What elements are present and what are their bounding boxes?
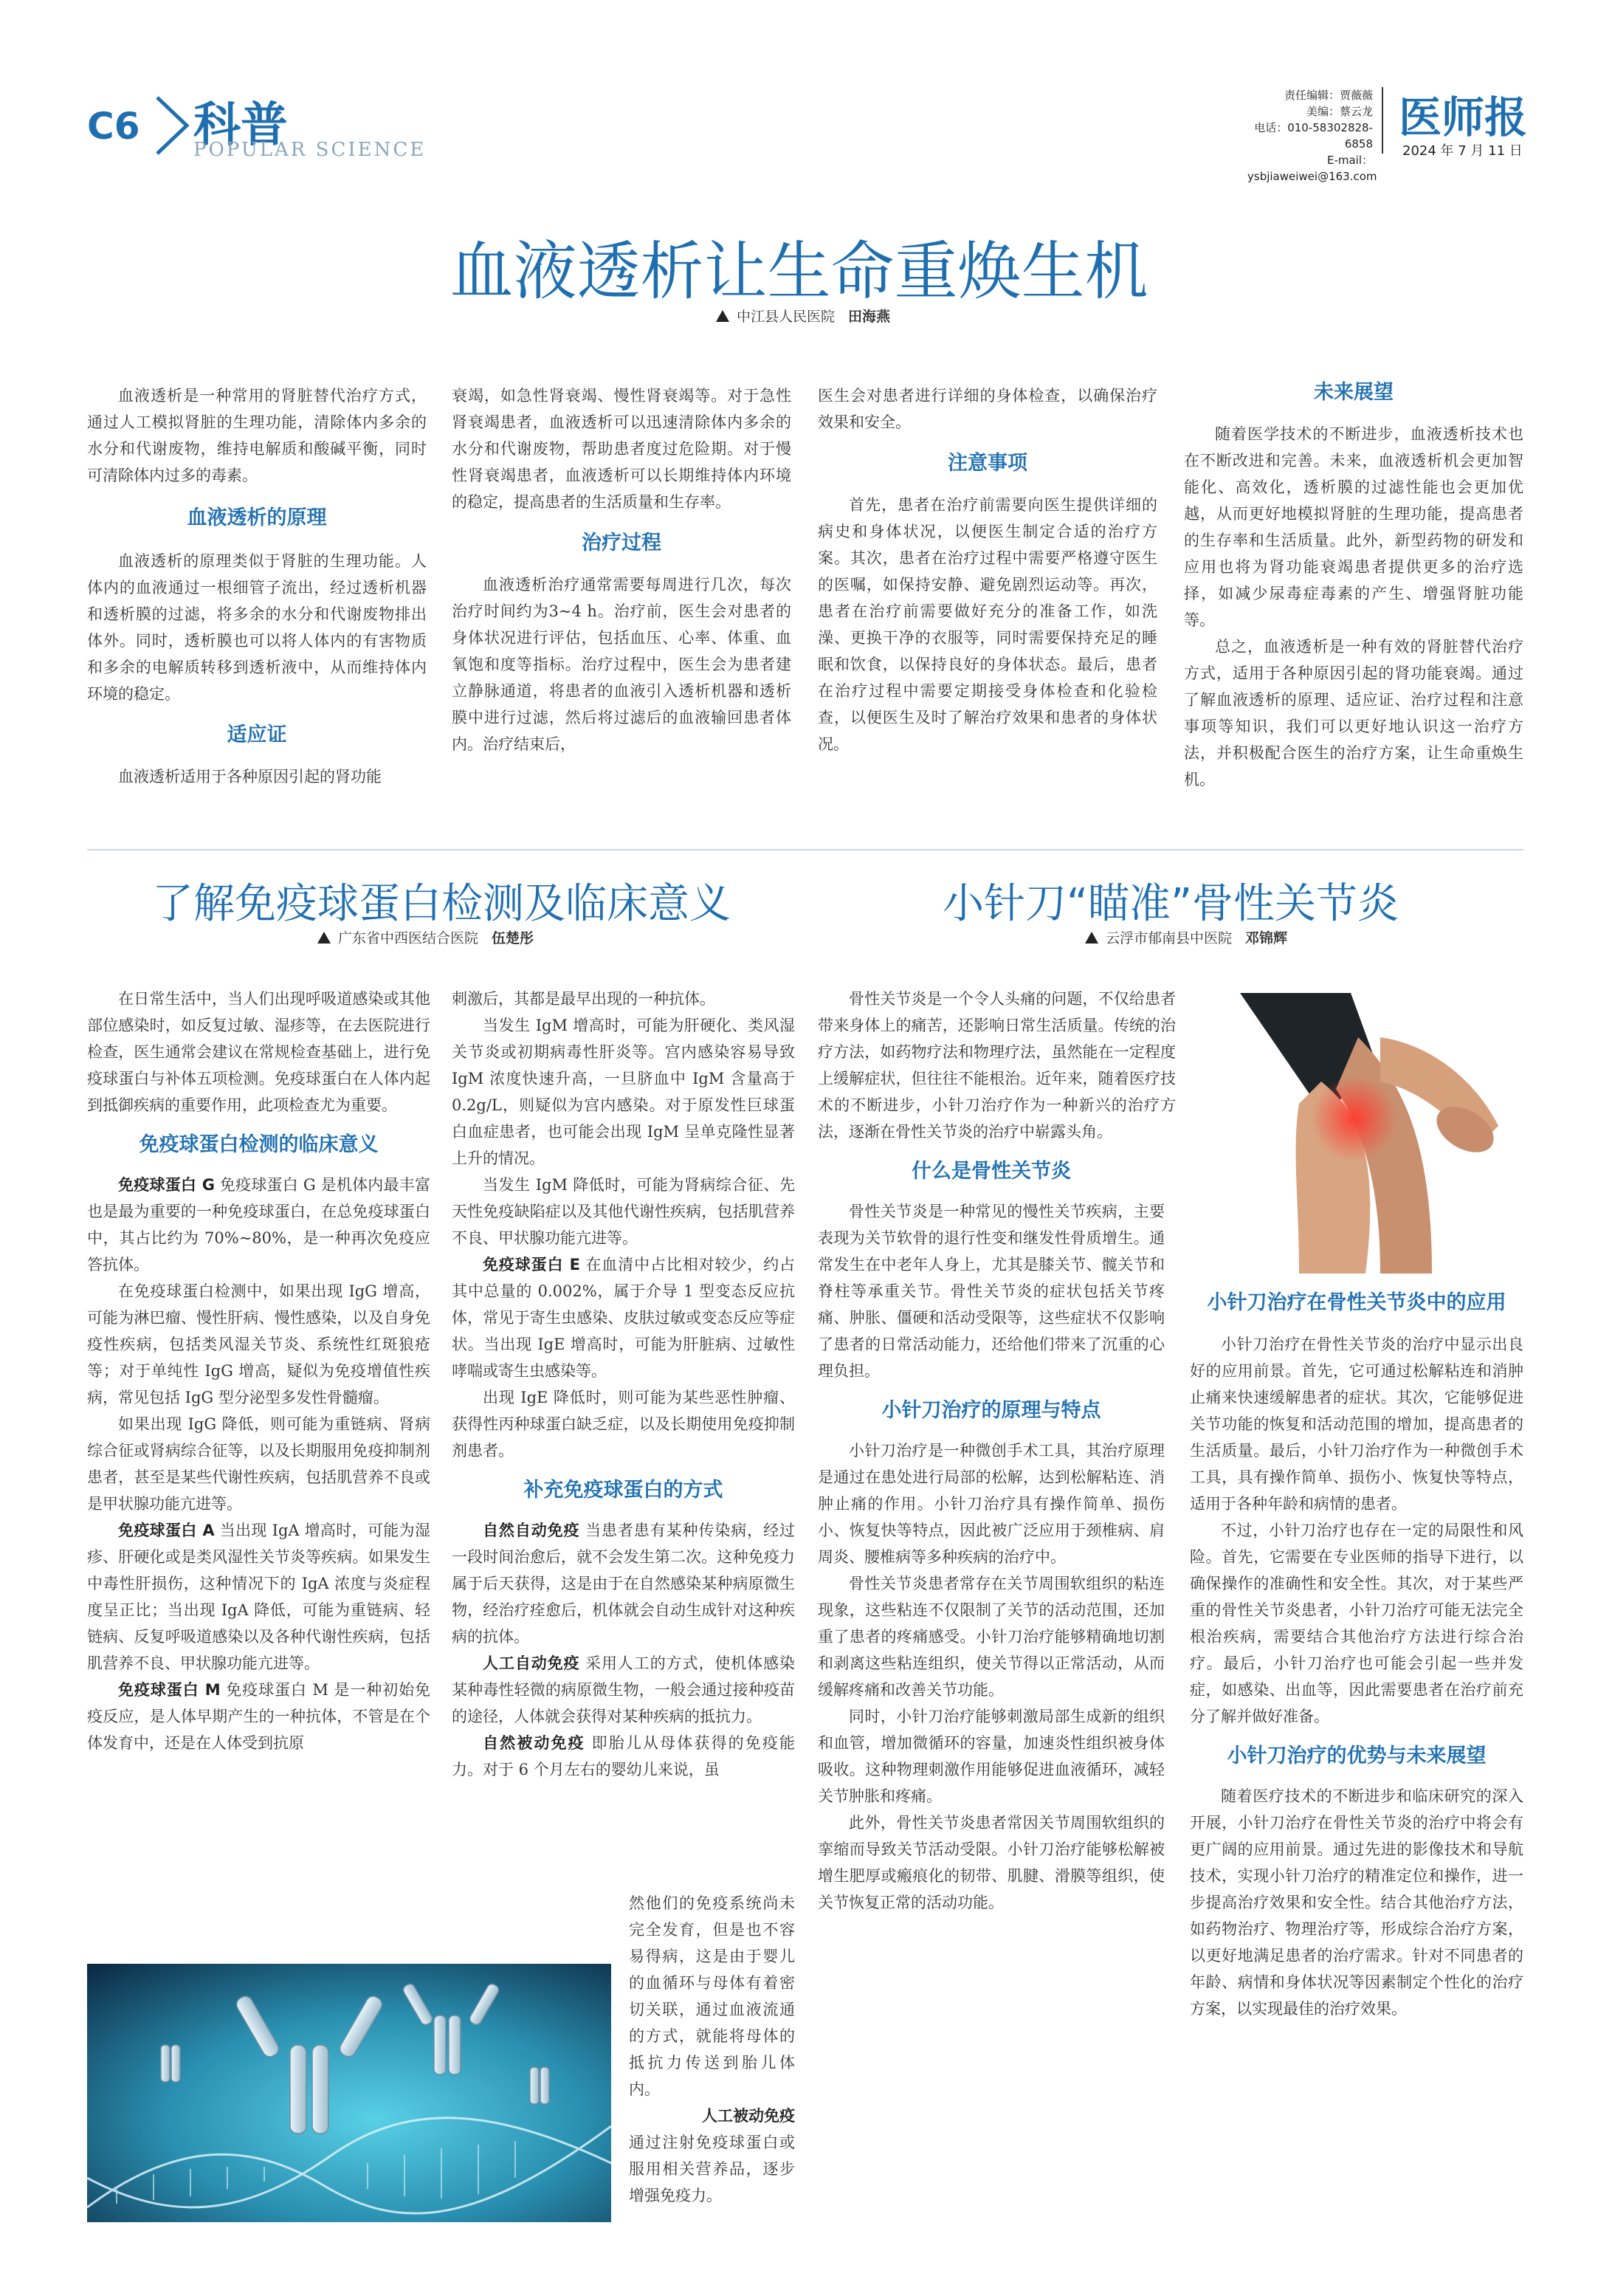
triangle-icon — [317, 932, 331, 944]
antibody-dna-image — [87, 1964, 611, 2222]
article2-title: 了解免疫球蛋白检测及临床意义 — [152, 880, 731, 928]
paper-logo: 医师报 — [1399, 92, 1528, 142]
article2-col2: 刺激后，其都是最早出现的一种抗体。 当发生 IgM 增高时，可能为肝硬化、类风湿关节炎或初期病毒性肝炎等。宫内感染容易导致 IgM 浓度快速升高，一旦脐血中 IgM 含量高于 0.2g/L，则疑似为宫内感染。对于原发性巨球蛋白血症患者，也可能会出现 IgM 呈单克隆性显著上升的情况。 当发生 IgM 降低时，可能为肾病综合征、先天性免疫缺陷症以及其他代谢性疾病，包括肌营养不良、甲状腺功能亢进等。 免疫球蛋白 E 在血清中占比相对较少，约占其中总量的 0.002%，属于介导 1 型变态反应抗体，常见于寄生虫感染、皮肤过敏或变态反应等症状。当出现 IgE 增高时，可能为肝脏病、过敏性哮喘或寄生虫感染等。 出现 IgE 降低时，则可能为某些恶性肿瘤、获得性丙种球蛋白缺乏症，以及长期使用免疫抑制剂患者。 补充免疫球蛋白的方式 自然自动免疫 当患者患有某种传染病，经过一段时间治愈后，就不会发生第二次。这种免疫力属于后天获得，这是由于在自然感染某种病原微生物，经治疗痊愈后，机体就会自动生成针对这种疾病的抗体。 人工自动免疫 采用人工的方式，使机体感染某种毒性轻微的病原微生物，一般会通过接种疫苗的途径，人体就会获得对某种疾病的抵抗力。 自然被动免疫 即胎儿从母体获得的免疫能力。对于 6 个月左右的婴幼儿来说，虽 — [452, 990, 796, 1778]
triangle-icon — [1085, 932, 1098, 944]
masthead-divider — [1382, 87, 1383, 154]
article3-byline: 云浮市郁南县中医院 邓锦辉 — [1085, 927, 1287, 947]
heading-what-is: 什么是骨性关节炎 — [912, 1160, 1071, 1183]
phone-line: 电话：010-58302828-6858 — [1254, 121, 1373, 151]
triangle-icon — [716, 310, 729, 322]
masthead-contact — [1247, 87, 1377, 185]
article2-col2b: 然他们的免疫系统尚未完全发育，但是也不容易得病，这是由于婴儿的血循环与母体有着密切关联，通过血液流通的方式，就能将母体的抵抗力传送到胎儿体内。 人工被动免疫 通过注射免疫球蛋白或服用相关营养品，逐步增强免疫力。 — [629, 1894, 795, 2204]
article1-col3: 医生会对患者进行详细的身体检查，以确保治疗效果和安全。 注意事项 首先，患者在治疗前需要向医生提供详细的病史和身体状况，以便医生制定合适的治疗方案。其次，患者在治疗过程中需要严格遵守医生的医嘱，如保持安静、避免剧烈运动等。再次，患者在治疗前需要做好充分的准备工作，如洗澡、更换干净的衣服等，同时需要保持充足的睡眠和饮食，以保持良好的身体状态。最后，患者在治疗过程中需要定期接受身体检查和化验检查，以便医生及时了解治疗效果和患者的身体状况。 — [818, 387, 1157, 753]
page-number: C6 — [87, 105, 140, 148]
article3-col1: 骨性关节炎是一个令人头痛的问题，不仅给患者带来身体上的痛苦，还影响日常生活质量。传统的治疗方法，如药物疗法和物理疗法，虽然能在一定程度上缓解症状，但往往不能根治。近年来，随着医疗技术的不断进步，小针刀治疗作为一种新兴的治疗方法，逐渐在骨性关节炎的治疗中崭露头角。 什么是骨性关节炎 骨性关节炎是一种常见的慢性关节疾病，主要表现为关节软骨的退行性变和继发性骨质增生。通常发生在中老年人身上，尤其是膝关节、髋关节和脊柱等承重关节。骨性关节炎的症状包括关节疼痛、肿胀、僵硬和活动受限等，这些症状不仅影响了患者的日常活动能力，还给他们带来了沉重的心理负担。 小针刀治疗的原理与特点 小针刀治疗是一种微创手术工具，其治疗原理是通过在患处进行局部的松解，达到松解粘连、消肿止痛的作用。小针刀治疗具有操作简单、损伤小、恢复快等特点，因此被广泛应用于颈椎病、肩周炎、腰椎病等多种疾病的治疗中。 骨性关节炎患者常存在关节周围软组织的粘连现象，这些粘连不仅限制了关节的活动范围，还加重了患者的疼痛感受。小针刀治疗能够精确地切割和剥离这些粘连组织，使关节得以正常活动，从而缓解疼痛和改善关节功能。 同时，小针刀治疗能够刺激局部生成新的组织和血管，增加微循环的容量，加速炎性组织被身体吸收。这种物理刺激作用能够促进血液循环，减轻关节肿胀和疼痛。 此外，骨性关节炎患者常因关节周围软组织的挛缩而导致关节活动受限。小针刀治疗能够松解被增生肥厚或瘢痕化的韧带、肌腱、滑膜等组织，使关节恢复正常的活动功能。 — [818, 990, 1176, 1911]
heading-supplement: 补充免疫球蛋白的方式 — [523, 1479, 723, 1502]
heading-principle-features: 小针刀治疗的原理与特点 — [881, 1399, 1101, 1422]
article1-title: 血液透析让生命重焕生机 — [450, 235, 1148, 309]
issue-date: 2024 年 7 月 11 日 — [1402, 143, 1523, 159]
editor-line: 责任编辑：贾薇薇 — [1284, 89, 1373, 102]
heading-clinical: 免疫球蛋白检测的临床意义 — [139, 1133, 379, 1156]
article3-title: 小针刀“瞄准”骨性关节炎 — [942, 880, 1399, 928]
section-title: 科普 — [193, 98, 288, 153]
article3-col2: 小针刀治疗在骨性关节炎中的应用 小针刀治疗在骨性关节炎的治疗中显示出良好的应用前景。首先，它可通过松解粘连和消肿止痛来快速缓解患者的症状。其次，它能够促进关节功能的恢复和活动范围的增加，提高患者的生活质量。最后，小针刀治疗作为一种微创手术工具，具有操作简单、损伤小、恢复快等特点，适用于各种年龄和病情的患者。 不过，小针刀治疗也存在一定的局限性和风险。首先，它需要在专业医师的指导下进行，以确保操作的准确性和安全性。其次，对于某些严重的骨性关节炎患者，小针刀治疗可能无法完全根治疾病，需要结合其他治疗方法进行综合治疗。最后，小针刀治疗也可能会引起一些并发症，如感染、出血等，因此需要患者在治疗前充分了解并做好准备。 小针刀治疗的优势与未来展望 随着医疗技术的不断进步和临床研究的深入开展，小针刀治疗在骨性关节炎的治疗中将会有更广阔的应用前景。通过先进的影像技术和导航技术，实现小针刀治疗的精准定位和操作，进一步提高治疗效果和安全性。结合其他治疗方法，如药物治疗、物理治疗等，形成综合治疗方案，以更好地满足患者的治疗需求。针对不同患者的年龄、病情和身体状况等因素制定个性化的治疗方案，以实现最佳的治疗效果。 — [1190, 1288, 1523, 2022]
heading-principle: 血液透析的原理 — [187, 506, 327, 529]
heading-advantage: 小针刀治疗的优势与未来展望 — [1227, 1745, 1487, 1767]
heading-future: 未来展望 — [1314, 381, 1394, 404]
section-divider — [87, 849, 1523, 850]
heading-indication: 适应证 — [227, 723, 287, 746]
section-subtitle: POPULAR SCIENCE — [193, 139, 427, 161]
article1-col2: 衰竭，如急性肾衰竭、慢性肾衰竭等。对于急性肾衰竭患者，血液透析可以迅速清除体内多余的水分和代谢废物，帮助患者度过危险期。对于慢性肾衰竭患者，血液透析可以长期维持体内环境的稳定，提高患者的生活质量和生存率。 治疗过程 血液透析治疗通常需要每周进行几次，每次治疗时间约为3~4 h。治疗前，医生会对患者的身体状况进行评估，包括血压、心率、体重、血氧饱和度等指标。治疗过程中，医生会为患者建立静脉通道，将患者的血液引入透析机器和透析膜中进行过滤，然后将过滤后的血液输回患者体内。治疗结束后， — [452, 387, 791, 753]
art-line: 美编：蔡云龙 — [1306, 105, 1373, 118]
article2-col1: 在日常生活中，当人们出现呼吸道感染或其他部位感染时，如反复过敏、湿疹等，在去医院进行检查，医生通常会建议在常规检查基础上，进行免疫球蛋白与补体五项检测。免疫球蛋白在人体内起到抵御疾病的重要作用，此项检查尤为重要。 免疫球蛋白检测的临床意义 免疫球蛋白 G 免疫球蛋白 G 是机体内最丰富也是最为重要的一种免疫球蛋白，在总免疫球蛋白中，其占比约为 70%~80%，是一种再次免疫应答抗体。 在免疫球蛋白检测中，如果出现 IgG 增高，可能为淋巴瘤、慢性肝病、慢性感染，以及自身免疫性疾病，包括类风湿关节炎、系统性红斑狼疮等；对于单纯性 IgG 增高，疑似为免疫增值性疾病，常见包括 IgG 型分泌型多发性骨髓瘤。 如果出现 IgG 降低，则可能为重链病、肾病综合征或肾病综合征等，以及长期服用免疫抑制剂患者，甚至是某些代谢性疾病，包括肌营养不良或是甲状腺功能亢进等。 免疫球蛋白 A 当出现 IgA 增高时，可能为湿疹、肝硬化或是类风湿性关节炎等疾病。如果发生中毒性肝损伤，这种情况下的 IgA 浓度与炎症程度呈正比；当出现 IgA 降低，可能为重链病、轻链病、反复呼吸道感染以及各种代谢性疾病，包括肌营养不良、甲状腺功能亢进等。 免疫球蛋白 M 免疫球蛋白 M 是一种初始免疫反应，是人体早期产生的一种抗体，不管是在个体发育中，还是在人体受到抗原 — [87, 990, 430, 1752]
email-line: E-mail：ysbjiaweiwei@163.com — [1247, 154, 1377, 183]
heading-process: 治疗过程 — [582, 532, 661, 554]
article1-byline: 中江县人民医院 田海燕 — [716, 306, 890, 326]
article1-col1: 血液透析是一种常用的肾脏替代治疗方式，通过人工模拟肾脏的生理功能，清除体内多余的水分和代谢废物，维持电解质和酸碱平衡，同时可清除体内过多的毒素。 血液透析的原理 血液透析的原理类似于肾脏的生理功能。人体内的血液通过一根细管子流出，经过透析机器和透析膜的过滤，将多余的水分和代谢废物排出体外。同时，透析膜也可以将人体内的有害物质和多余的电解质转移到透析液中，从而维持体内环境的稳定。 适应证 血液透析适用于各种原因引起的肾功能 — [87, 387, 427, 786]
heading-notes: 注意事项 — [948, 452, 1027, 475]
knee-pain-image — [1210, 993, 1520, 1274]
chevron-icon — [151, 94, 196, 157]
heading-application: 小针刀治疗在骨性关节炎中的应用 — [1207, 1291, 1506, 1314]
article2-byline: 广东省中西医结合医院 伍楚彤 — [317, 927, 534, 947]
article1-col4: 未来展望 随着医学技术的不断进步，血液透析技术也在不断改进和完善。未来，血液透析机会更加智能化、高效化，透析膜的过滤性能也会更加优越，从而更好地模拟肾脏的生理功能，提高患者的生存率和生活质量。此外，新型药物的研发和应用也将为肾功能衰竭患者提供更多的治疗选择，如减少尿毒症毒素的产生、增强肾脏功能等。 总之，血液透析是一种有效的肾脏替代治疗方式，适用于各种原因引起的肾功能衰竭。通过了解血液透析的原理、适应证、治疗过程和注意事项等知识，我们可以更好地认识这一治疗方法，并积极配合医生的治疗方案，让生命重焕生机。 — [1184, 378, 1523, 793]
